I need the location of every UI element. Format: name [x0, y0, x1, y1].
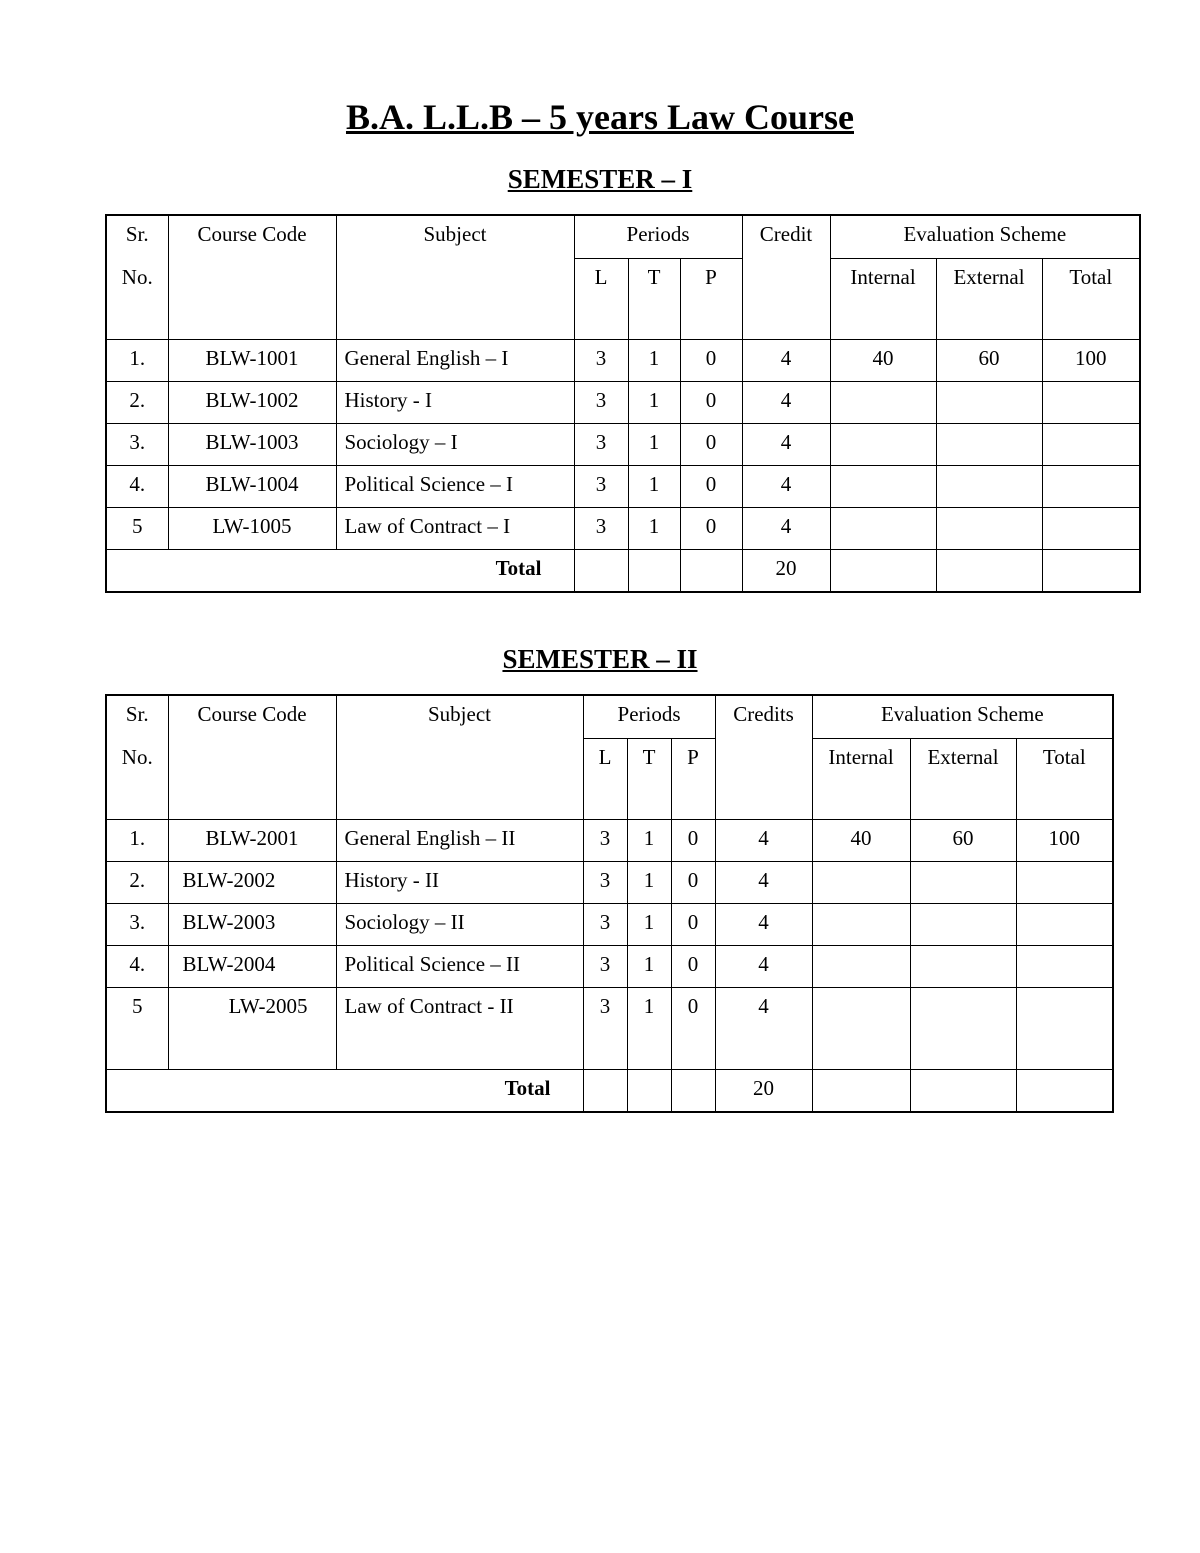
l-cell: 3 — [583, 862, 627, 904]
total-total-cell — [1016, 1070, 1113, 1113]
header-credits-cont — [715, 739, 812, 820]
sr-cell: 5 — [106, 988, 168, 1070]
total-credit-cell: 20 — [715, 1070, 812, 1113]
t-cell: 1 — [628, 340, 680, 382]
header-evaluation-scheme: Evaluation Scheme — [830, 215, 1140, 259]
p-cell: 0 — [671, 904, 715, 946]
total-internal-cell — [812, 1070, 910, 1113]
header-external: External — [910, 739, 1016, 820]
subject-cell: History - I — [336, 382, 574, 424]
internal-cell — [812, 946, 910, 988]
internal-cell: 40 — [812, 820, 910, 862]
internal-cell — [830, 382, 936, 424]
course-code-cell: BLW-1004 — [168, 466, 336, 508]
header-total: Total — [1042, 259, 1140, 340]
sr-cell: 3. — [106, 424, 168, 466]
credit-cell: 4 — [715, 862, 812, 904]
external-cell — [910, 988, 1016, 1070]
external-cell: 60 — [936, 340, 1042, 382]
subject-cell: Law of Contract – I — [336, 508, 574, 550]
t-cell: 1 — [627, 904, 671, 946]
semester-1-heading: SEMESTER – I — [507, 164, 693, 194]
header-p: P — [671, 739, 715, 820]
header-credit: Credit — [742, 215, 830, 259]
course-code-cell: BLW-2004 — [168, 946, 336, 988]
total-cell: 100 — [1042, 340, 1140, 382]
header-external: External — [936, 259, 1042, 340]
header-credit-cont — [742, 259, 830, 340]
subject-cell: Political Science – I — [336, 466, 574, 508]
t-cell: 1 — [628, 508, 680, 550]
external-cell — [936, 382, 1042, 424]
total-cell — [1016, 904, 1113, 946]
total-p-cell — [680, 550, 742, 593]
header-subject-cont — [336, 259, 574, 340]
t-cell: 1 — [627, 988, 671, 1070]
internal-cell — [812, 862, 910, 904]
internal-cell — [812, 988, 910, 1070]
semester-1-table — [105, 214, 1141, 593]
total-cell — [1042, 382, 1140, 424]
p-cell: 0 — [680, 466, 742, 508]
p-cell: 0 — [680, 508, 742, 550]
credit-cell: 4 — [715, 988, 812, 1070]
table-row — [106, 988, 1113, 1070]
internal-cell — [830, 508, 936, 550]
sr-cell: 4. — [106, 946, 168, 988]
sr-cell: 5 — [106, 508, 168, 550]
table-row — [106, 424, 1140, 466]
p-cell: 0 — [680, 340, 742, 382]
t-cell: 1 — [627, 862, 671, 904]
header-subject: Subject — [336, 215, 574, 259]
subject-cell: Sociology – II — [336, 904, 583, 946]
total-cell — [1016, 988, 1113, 1070]
total-label: Total — [106, 1070, 583, 1113]
header-internal: Internal — [812, 739, 910, 820]
header-evaluation-scheme: Evaluation Scheme — [812, 695, 1113, 739]
p-cell: 0 — [671, 862, 715, 904]
header-subject-cont — [336, 739, 583, 820]
t-cell: 1 — [627, 820, 671, 862]
credit-cell: 4 — [715, 820, 812, 862]
header-sr-no: No. — [106, 259, 168, 340]
header-course-code: Course Code — [168, 215, 336, 259]
total-row — [106, 1070, 1113, 1113]
table-row — [106, 340, 1140, 382]
header-periods: Periods — [583, 695, 715, 739]
subject-cell: General English – I — [336, 340, 574, 382]
table-row — [106, 382, 1140, 424]
table-row — [106, 820, 1113, 862]
table-row — [106, 946, 1113, 988]
sr-cell: 1. — [106, 340, 168, 382]
header-l: L — [574, 259, 628, 340]
total-total-cell — [1042, 550, 1140, 593]
credit-cell: 4 — [742, 382, 830, 424]
p-cell: 0 — [671, 988, 715, 1070]
subject-cell: Political Science – II — [336, 946, 583, 988]
external-cell — [910, 862, 1016, 904]
external-cell — [936, 466, 1042, 508]
t-cell: 1 — [628, 466, 680, 508]
p-cell: 0 — [671, 946, 715, 988]
internal-cell: 40 — [830, 340, 936, 382]
header-total: Total — [1016, 739, 1113, 820]
header-p: P — [680, 259, 742, 340]
header-sr-no: No. — [106, 739, 168, 820]
l-cell: 3 — [583, 988, 627, 1070]
header-t: T — [628, 259, 680, 340]
course-code-cell: LW-1005 — [168, 508, 336, 550]
semester-2-heading: SEMESTER – II — [502, 644, 698, 674]
external-cell — [910, 946, 1016, 988]
course-code-cell: BLW-2001 — [168, 820, 336, 862]
l-cell: 3 — [583, 946, 627, 988]
p-cell: 0 — [680, 382, 742, 424]
sr-cell: 4. — [106, 466, 168, 508]
l-cell: 3 — [574, 466, 628, 508]
subject-cell: Law of Contract - II — [336, 988, 583, 1070]
l-cell: 3 — [583, 904, 627, 946]
subject-cell: History - II — [336, 862, 583, 904]
internal-cell — [830, 466, 936, 508]
course-code-cell: BLW-1002 — [168, 382, 336, 424]
total-cell — [1042, 424, 1140, 466]
header-periods: Periods — [574, 215, 742, 259]
external-cell — [910, 904, 1016, 946]
sr-cell: 2. — [106, 862, 168, 904]
header-subject: Subject — [336, 695, 583, 739]
table-row — [106, 466, 1140, 508]
header-sr: Sr. — [106, 215, 168, 259]
credit-cell: 4 — [742, 508, 830, 550]
total-internal-cell — [830, 550, 936, 593]
total-t-cell — [628, 550, 680, 593]
l-cell: 3 — [574, 340, 628, 382]
course-code-cell: BLW-1001 — [168, 340, 336, 382]
course-code-cell: BLW-2002 — [168, 862, 336, 904]
internal-cell — [812, 904, 910, 946]
t-cell: 1 — [627, 946, 671, 988]
table-row — [106, 508, 1140, 550]
total-credit-cell: 20 — [742, 550, 830, 593]
credit-cell: 4 — [715, 904, 812, 946]
course-code-cell: BLW-2003 — [168, 904, 336, 946]
total-external-cell — [936, 550, 1042, 593]
credit-cell: 4 — [742, 340, 830, 382]
external-cell — [936, 424, 1042, 466]
header-course-code: Course Code — [168, 695, 336, 739]
header-course-code-cont — [168, 259, 336, 340]
subject-cell: Sociology – I — [336, 424, 574, 466]
total-cell: 100 — [1016, 820, 1113, 862]
header-sr: Sr. — [106, 695, 168, 739]
header-course-code-cont — [168, 739, 336, 820]
semester-2-table — [105, 694, 1114, 1113]
total-cell — [1042, 466, 1140, 508]
external-cell: 60 — [910, 820, 1016, 862]
subject-cell: General English – II — [336, 820, 583, 862]
total-label: Total — [106, 550, 574, 593]
table-row — [106, 904, 1113, 946]
p-cell: 0 — [671, 820, 715, 862]
header-internal: Internal — [830, 259, 936, 340]
total-external-cell — [910, 1070, 1016, 1113]
credit-cell: 4 — [715, 946, 812, 988]
total-row — [106, 550, 1140, 593]
document-title: B.A. L.L.B – 5 years Law Course — [345, 97, 854, 137]
l-cell: 3 — [574, 508, 628, 550]
external-cell — [936, 508, 1042, 550]
total-cell — [1042, 508, 1140, 550]
total-l-cell — [574, 550, 628, 593]
internal-cell — [830, 424, 936, 466]
total-cell — [1016, 946, 1113, 988]
total-t-cell — [627, 1070, 671, 1113]
sr-cell: 3. — [106, 904, 168, 946]
course-code-cell: LW-2005 — [168, 988, 336, 1070]
p-cell: 0 — [680, 424, 742, 466]
t-cell: 1 — [628, 424, 680, 466]
header-credits: Credits — [715, 695, 812, 739]
table-row — [106, 862, 1113, 904]
total-cell — [1016, 862, 1113, 904]
l-cell: 3 — [574, 382, 628, 424]
sr-cell: 2. — [106, 382, 168, 424]
t-cell: 1 — [628, 382, 680, 424]
total-p-cell — [671, 1070, 715, 1113]
header-t: T — [627, 739, 671, 820]
credit-cell: 4 — [742, 466, 830, 508]
l-cell: 3 — [583, 820, 627, 862]
credit-cell: 4 — [742, 424, 830, 466]
total-l-cell — [583, 1070, 627, 1113]
header-l: L — [583, 739, 627, 820]
sr-cell: 1. — [106, 820, 168, 862]
course-code-cell: BLW-1003 — [168, 424, 336, 466]
l-cell: 3 — [574, 424, 628, 466]
